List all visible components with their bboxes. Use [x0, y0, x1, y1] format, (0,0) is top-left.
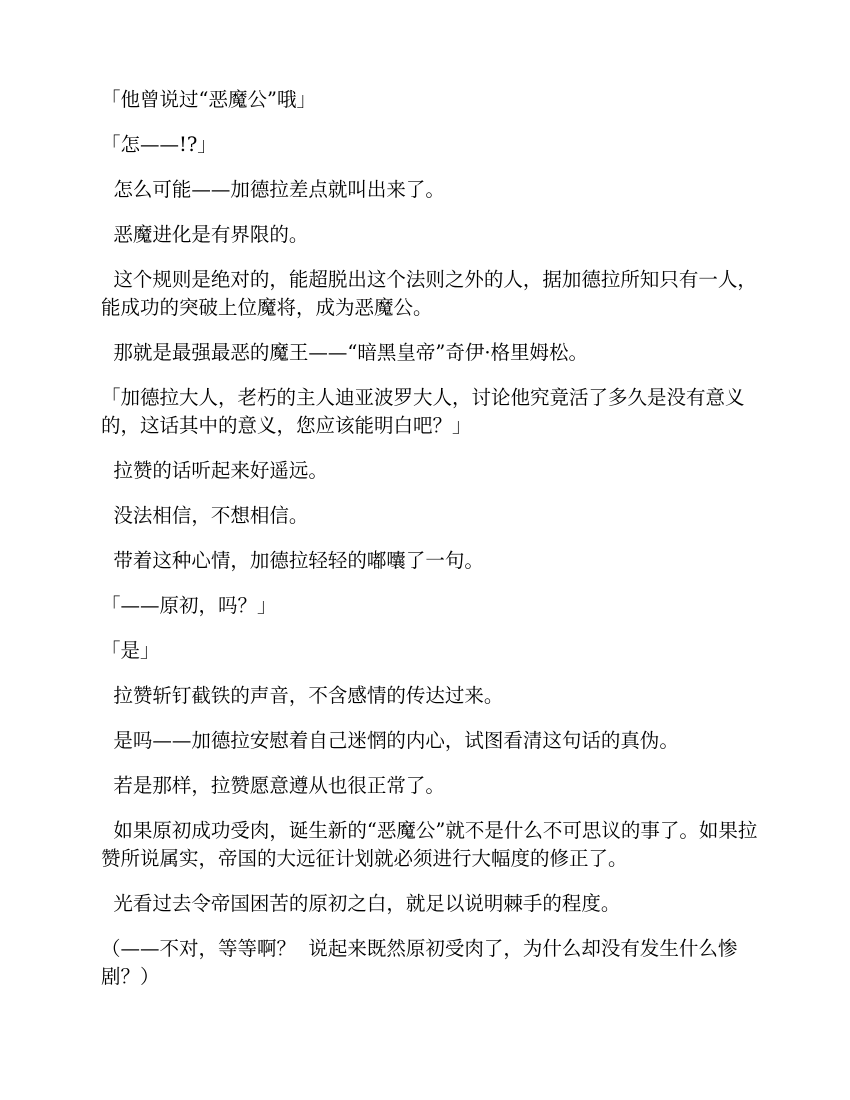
paragraph: 是吗——加德拉安慰着自己迷惘的内心，试图看清这句话的真伪。	[101, 729, 679, 752]
paragraph-dialogue: 「加德拉大人，老朽的主人迪亚波罗大人，讨论他究竟活了多久是没有意义的，这话其中的意义，您应该能明白吧？」	[101, 386, 745, 437]
paragraph-dialogue: 「——原初，吗？」	[101, 594, 277, 617]
paragraph: 恶魔进化是有界限的。	[101, 223, 309, 246]
paragraph-dialogue: 「他曾说过“恶魔公”哦」	[101, 88, 316, 111]
body-text	[101, 86, 761, 1008]
paragraph: 那就是最强最恶的魔王——“暗黑皇帝”奇伊·格里姆松。	[101, 341, 589, 364]
paragraph-dialogue: 「怎——!?」	[101, 133, 217, 156]
paragraph: 怎么可能——加德拉差点就叫出来了。	[101, 178, 445, 201]
paragraph: 带着这种心情，加德拉轻轻的嘟囔了一句。	[101, 549, 484, 572]
paragraph: 拉赞的话听起来好遥远。	[101, 459, 328, 482]
paragraph: 若是那样，拉赞愿意遵从也很正常了。	[101, 774, 445, 797]
paragraph: 没法相信，不想相信。	[101, 504, 309, 527]
paragraph: 光看过去令帝国困苦的原初之白，就足以说明棘手的程度。	[101, 892, 621, 915]
paragraph-thought: （——不对，等等啊？ 说起来既然原初受肉了，为什么却没有发生什么惨剧？）	[101, 937, 738, 988]
paragraph: 如果原初成功受肉，诞生新的“恶魔公”就不是什么不可思议的事了。如果拉赞所说属实，帝国的大远征计划就必须进行大幅度的修正了。	[101, 819, 758, 870]
paragraph: 拉赞斩钉截铁的声音，不含感情的传达过来。	[101, 684, 504, 707]
paragraph: 这个规则是绝对的，能超脱出这个法则之外的人，据加德拉所知只有一人，能成功的突破上位魔将，成为恶魔公。	[101, 268, 757, 319]
paragraph-dialogue: 「是」	[101, 639, 160, 662]
